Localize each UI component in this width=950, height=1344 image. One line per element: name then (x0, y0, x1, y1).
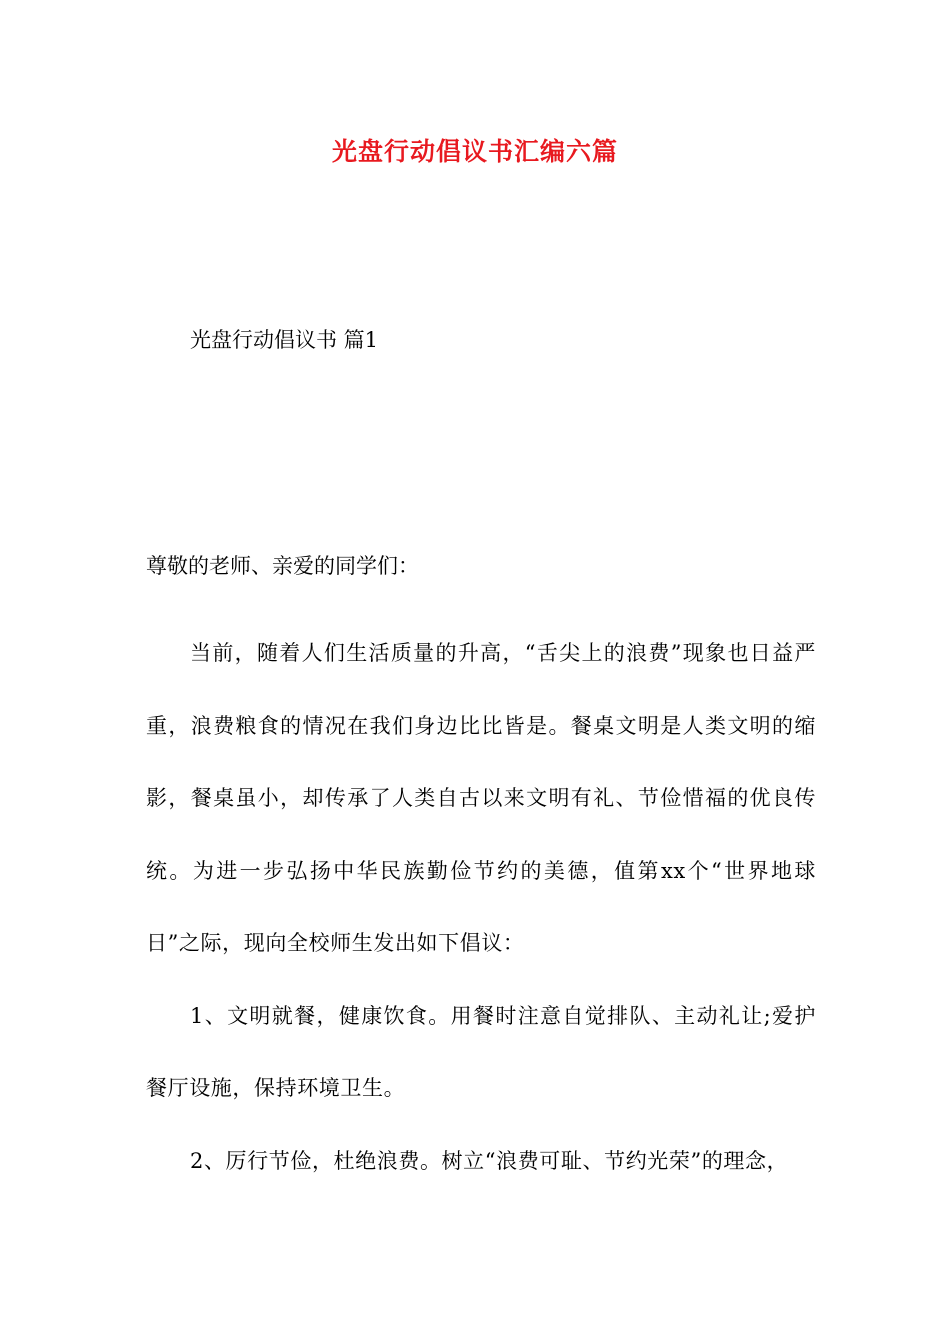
section-heading: 光盘行动倡议书 篇1 (190, 328, 379, 352)
greeting-line: 尊敬的老师、亲爱的同学们： (146, 554, 419, 578)
document-title: 光盘行动倡议书汇编六篇 (331, 137, 618, 166)
paragraph-item-1: 1、文明就餐，健康饮食。用餐时注意自觉排队、主动礼让;爱护餐厅设施，保持环境卫生。 (146, 1003, 816, 1100)
paragraph-item-2: 2、厉行节俭，杜绝浪费。树立“浪费可耻、节约光荣”的理念， (190, 1148, 789, 1173)
body-text (146, 617, 816, 1197)
paragraph-intro: 当前，随着人们生活质量的升高，“舌尖上的浪费”现象也日益严重，浪费粮食的情况在我们身边比比皆是。餐桌文明是人类文明的缩影，餐桌虽小，却传承了人类自古以来文明有礼、节俭惜福的优良传统。为进一步弘扬中华民族勤俭节约的美德，值第xx个“世界地球日”之际，现向全校师生发出如下倡议： (146, 641, 816, 955)
